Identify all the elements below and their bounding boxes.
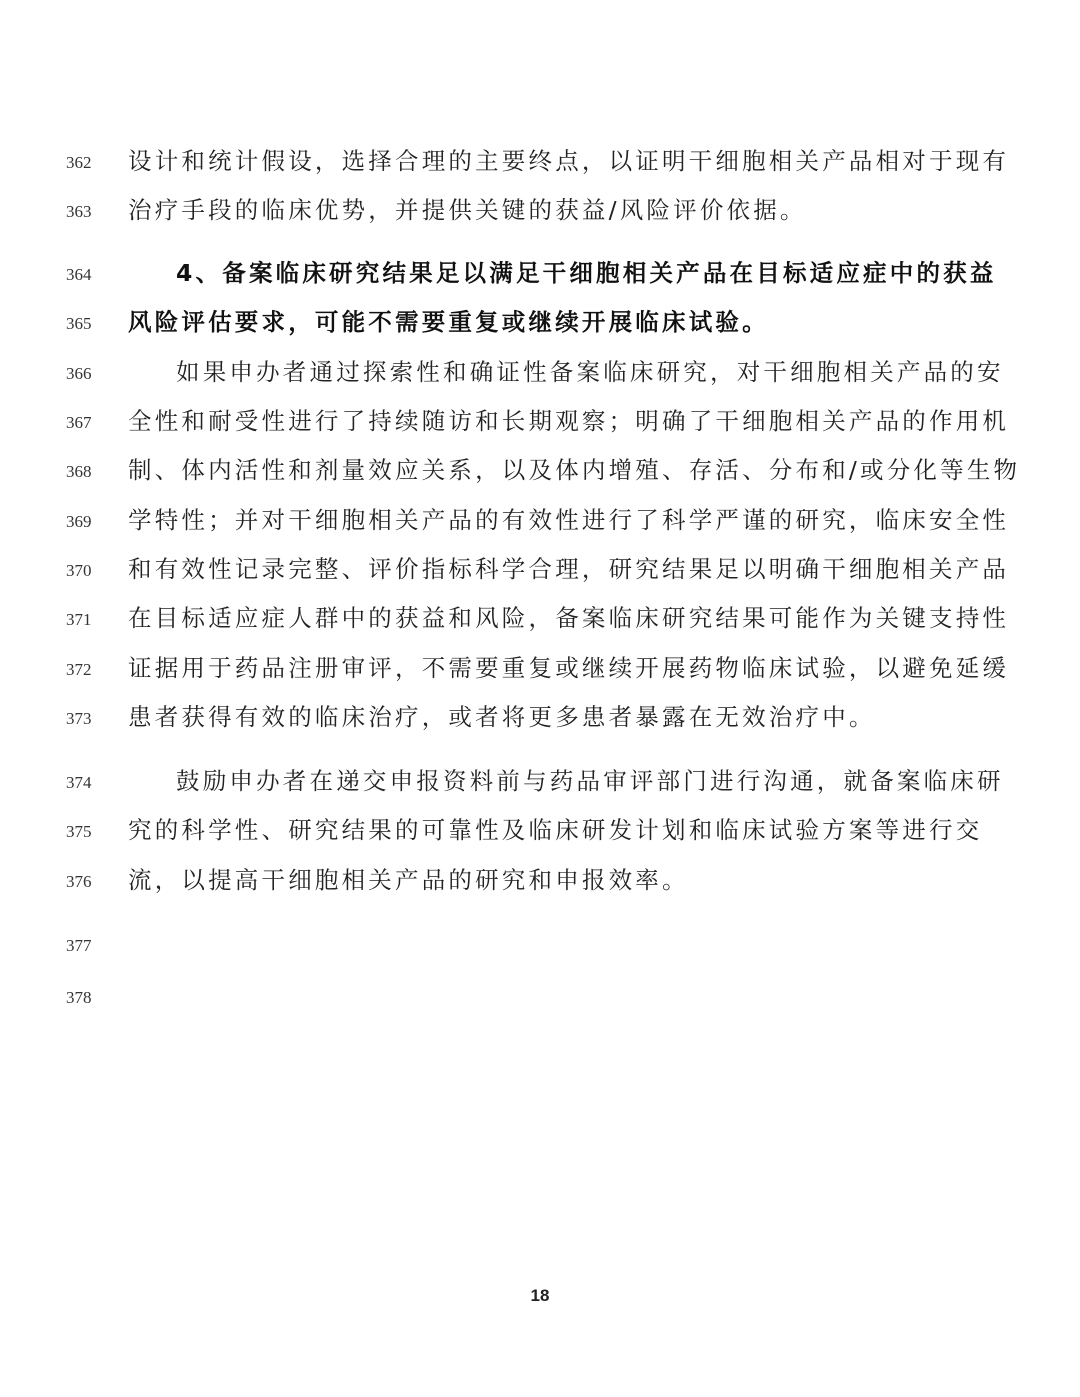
text-line	[0, 602, 1080, 642]
text-line	[0, 928, 1080, 968]
text-line	[0, 356, 1080, 396]
line-number: 375	[66, 822, 92, 841]
line-text: 治疗手段的临床优势，并提供关键的获益/风险评价依据。	[128, 196, 807, 224]
line-number: 369	[66, 512, 92, 531]
line-text: 如果申办者通过探索性和确证性备案临床研究，对干细胞相关产品的安	[176, 358, 1004, 386]
line-text: 全性和耐受性进行了持续随访和长期观察；明确了干细胞相关产品的作用机	[128, 407, 1010, 435]
text-line	[0, 652, 1080, 692]
line-number: 362	[66, 153, 92, 172]
line-text: 证据用于药品注册审评，不需要重复或继续开展药物临床试验，以避免延缓	[128, 654, 1010, 682]
text-line	[0, 194, 1080, 234]
line-text: 学特性；并对干细胞相关产品的有效性进行了科学严谨的研究，临床安全性	[128, 506, 1010, 534]
text-line	[0, 504, 1080, 544]
line-number: 364	[66, 265, 92, 284]
line-number: 368	[66, 462, 92, 481]
line-number: 366	[66, 364, 92, 383]
line-number: 365	[66, 314, 92, 333]
line-text: 在目标适应症人群中的获益和风险，备案临床研究结果可能作为关键支持性	[128, 604, 1010, 632]
line-number: 376	[66, 872, 92, 891]
section-heading-text: 风险评估要求，可能不需要重复或继续开展临床试验。	[128, 308, 769, 336]
line-text: 制、体内活性和剂量效应关系，以及体内增殖、存活、分布和/或分化等生物	[128, 456, 1021, 484]
line-number: 377	[66, 936, 92, 955]
text-line	[0, 454, 1080, 494]
text-line	[0, 864, 1080, 904]
line-number: 373	[66, 709, 92, 728]
line-text: 和有效性记录完整、评价指标科学合理，研究结果足以明确干细胞相关产品	[128, 555, 1010, 583]
heading-line	[0, 257, 1080, 297]
line-number: 367	[66, 413, 92, 432]
line-text: 鼓励申办者在递交申报资料前与药品审评部门进行沟通，就备案临床研	[176, 767, 1004, 795]
text-line	[0, 145, 1080, 185]
line-text: 设计和统计假设，选择合理的主要终点，以证明干细胞相关产品相对于现有	[128, 147, 1010, 175]
line-text: 流，以提高干细胞相关产品的研究和申报效率。	[128, 866, 689, 894]
line-number: 370	[66, 561, 92, 580]
text-line	[0, 814, 1080, 854]
line-number: 374	[66, 773, 92, 792]
line-number: 371	[66, 610, 92, 629]
line-text: 患者获得有效的临床治疗，或者将更多患者暴露在无效治疗中。	[128, 703, 876, 731]
text-line	[0, 980, 1080, 1020]
text-line	[0, 553, 1080, 593]
text-line	[0, 405, 1080, 445]
line-number: 363	[66, 202, 92, 221]
heading-line	[0, 306, 1080, 346]
text-line	[0, 701, 1080, 741]
line-number: 378	[66, 988, 92, 1007]
line-number: 372	[66, 660, 92, 679]
text-line	[0, 765, 1080, 805]
section-heading-text: 4、备案临床研究结果足以满足干细胞相关产品在目标适应症中的获益	[176, 259, 997, 287]
line-text: 究的科学性、研究结果的可靠性及临床研发计划和临床试验方案等进行交	[128, 816, 983, 844]
page-number: 18	[530, 1286, 550, 1305]
